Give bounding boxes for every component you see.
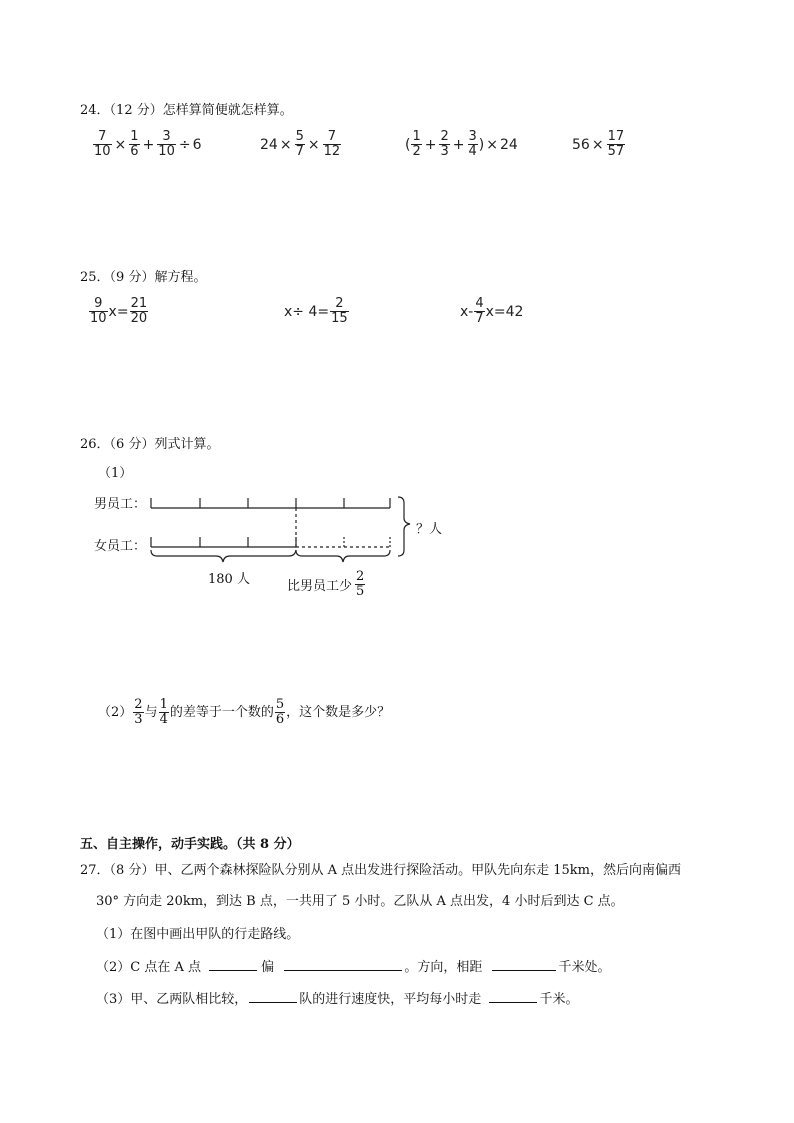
section-5-heading: 五、自主操作，动手实践。（共 8 分） [80, 837, 300, 852]
diagram-bottom-right-label: 比男员工少 $\frac{2}{5}$ [287, 569, 365, 599]
q25-heading: 25．（9 分）解方程。 [80, 270, 207, 285]
q24-heading: 24．（12 分）怎样算简便就怎样算。 [80, 103, 293, 118]
fraction: $\frac{3}{4}$ [468, 129, 477, 159]
diagram-female-label: 女员工： [94, 539, 147, 554]
q26-part-2: （2） $\frac{2}{3}$ 与 $\frac{1}{4}$ 的差等于一个数的 $\frac{5}{6}$ ，这个数是多少？ [98, 697, 391, 727]
fraction: $\frac{4}{7}$ [475, 296, 484, 326]
diagram-male-label: 男员工： [94, 497, 147, 512]
q25-equation-2: x÷ 4= $\frac{2}{15}$ [284, 296, 348, 326]
fraction: $\frac{1}{2}$ [412, 129, 421, 159]
q24-expr-4: 56 × $\frac{17}{57}$ [572, 129, 625, 159]
answer-blank[interactable] [489, 990, 537, 1003]
q26-heading: 26．（6 分）列式计算。 [80, 437, 220, 452]
fraction: $\frac{2}{15}$ [331, 296, 348, 326]
fraction: $\frac{3}{10}$ [158, 129, 175, 159]
fraction: $\frac{5}{6}$ [275, 697, 285, 727]
fraction: $\frac{2}{5}$ [356, 569, 365, 599]
q26-part-1-label: （1） [98, 466, 133, 481]
q27-line-2: 30° 方向走 20km，到达 B 点，一共用了 5 小时。乙队从 A 点出发，4 小时后到达 C 点。 [96, 894, 624, 909]
answer-blank[interactable] [284, 958, 402, 971]
fraction: $\frac{21}{20}$ [130, 296, 148, 326]
fraction: $\frac{7}{12}$ [323, 129, 341, 159]
q24-expr-3: ( $\frac{1}{2}$ + $\frac{2}{3}$ + $\frac{3}{4}$ ) × 24 [405, 129, 518, 159]
diagram-bottom-left-label: 180 人 [208, 572, 250, 587]
answer-blank[interactable] [249, 990, 297, 1003]
q25-equation-1: $\frac{9}{10}$ x= $\frac{21}{20}$ [90, 296, 148, 326]
fraction: $\frac{2}{3}$ [440, 129, 449, 159]
q24-expr-1: $\frac{7}{10}$ × $\frac{1}{6}$ + $\frac{3}{10}$ ÷ 6 [94, 129, 202, 159]
q24-expr-2: 24 × $\frac{5}{7}$ × $\frac{7}{12}$ [260, 129, 341, 159]
q25-equation-3: x- $\frac{4}{7}$ x=42 [460, 296, 524, 326]
fraction: $\frac{1}{4}$ [159, 697, 168, 727]
answer-blank[interactable] [209, 958, 257, 971]
fraction: $\frac{2}{3}$ [134, 697, 143, 727]
q27-line-1: 27．（8 分）甲、乙两个森林探险队分别从 A 点出发进行探险活动。甲队先向东走 15km，然后向南偏西 [80, 863, 681, 878]
q27-part-1: （1）在图中画出甲队的行走路线。 [96, 927, 300, 942]
fraction: $\frac{7}{10}$ [94, 129, 111, 159]
fraction: $\frac{1}{6}$ [130, 129, 139, 159]
fraction: $\frac{9}{10}$ [90, 296, 107, 326]
answer-blank[interactable] [492, 958, 556, 971]
diagram-total-label: ？人 [416, 522, 443, 537]
fraction: $\frac{5}{7}$ [295, 129, 304, 159]
q27-part-2: （2）C 点在 A 点 偏 。方向，相距 千米处。 [96, 960, 611, 975]
fraction: $\frac{17}{57}$ [607, 129, 625, 159]
q27-part-3: （3）甲、乙两队相比较， 队的进行速度快，平均每小时走 千米。 [96, 992, 579, 1007]
